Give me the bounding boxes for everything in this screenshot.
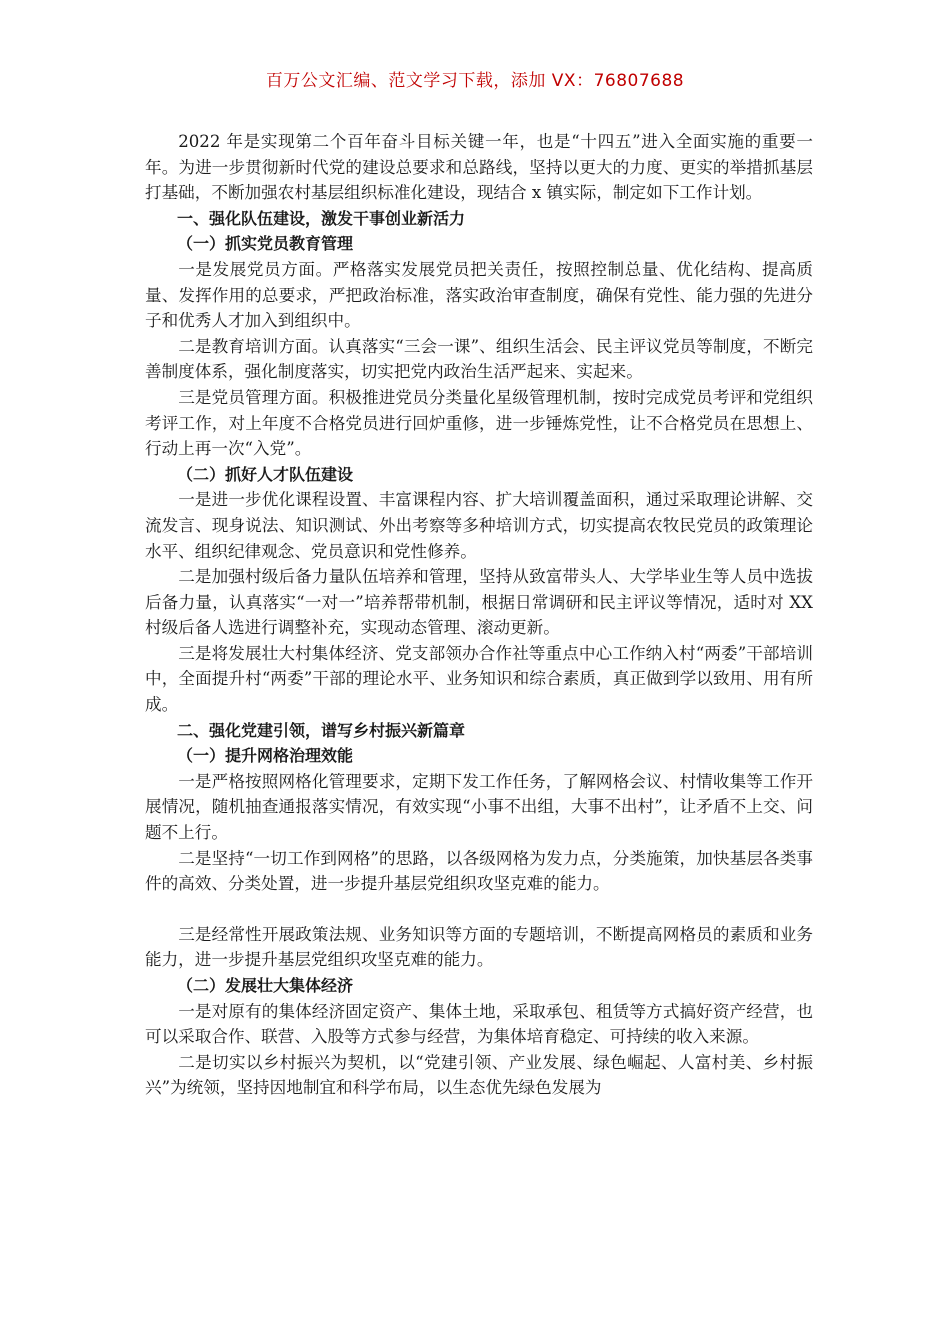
- paragraph: 二是加强村级后备力量队伍培养和管理，坚持从致富带头人、大学毕业生等人员中选拔后备力量，认真落实“一对一”培养帮带机制，根据日常调研和民主评议等情况，适时对 XX 村级后备人选进行调整补充，实现动态管理、滚动更新。: [145, 567, 813, 638]
- subsection-heading-1-1: （一）抓实党员教育管理: [177, 234, 354, 254]
- paragraph: 二是教育培训方面。认真落实“三会一课”、组织生活会、民主评议党员等制度，不断完善制度体系，强化制度落实，切实把党内政治生活严起来、实起来。: [145, 336, 813, 382]
- paragraph: 二是坚持“一切工作到网格”的思路，以各级网格为发力点，分类施策，加快基层各类事件的高效、分类处置，进一步提升基层党组织攻坚克难的能力。: [145, 848, 813, 894]
- paragraph: 一是对原有的集体经济固定资产、集体土地，采取承包、租赁等方式搞好资产经营，也可以采取合作、联营、入股等方式参与经营，为集体培育稳定、可持续的收入来源。: [145, 1001, 813, 1047]
- document-body: [145, 129, 813, 1101]
- paragraph: 一是进一步优化课程设置、丰富课程内容、扩大培训覆盖面积，通过采取理论讲解、交流发言、现身说法、知识测试、外出考察等多种培训方式，切实提高农牧民党员的政策理论水平、组织纪律观念、党员意识和党性修养。: [145, 490, 813, 561]
- paragraph: 二是切实以乡村振兴为契机，以“党建引领、产业发展、绿色崛起、人富村美、乡村振兴”为统领，坚持因地制宜和科学布局，以生态优先绿色发展为: [145, 1052, 813, 1098]
- paragraph: 三是经常性开展政策法规、业务知识等方面的专题培训，不断提高网格员的素质和业务能力，进一步提升基层党组织攻坚克难的能力。: [145, 924, 813, 970]
- section-heading-2: 二、强化党建引领，谱写乡村振兴新篇章: [177, 720, 466, 740]
- paragraph: 一是严格按照网格化管理要求，定期下发工作任务，了解网格会议、村情收集等工作开展情况，随机抽查通报落实情况，有效实现“小事不出组，大事不出村”，让矛盾不上交、问题不上行。: [145, 771, 813, 843]
- paragraph: 三是党员管理方面。积极推进党员分类量化星级管理机制，按时完成党员考评和党组织考评工作，对上年度不合格党员进行回炉重修，进一步锤炼党性，让不合格党员在思想上、行动上再一次“入党”。: [145, 387, 813, 459]
- paragraph: 一是发展党员方面。严格落实发展党员把关责任，按照控制总量、优化结构、提高质量、发挥作用的总要求，严把政治标准，落实政治审查制度，确保有党性、能力强的先进分子和优秀人才加入到组织中。: [145, 259, 813, 331]
- paragraph-intro: 2022 年是实现第二个百年奋斗目标关键一年，也是“十四五”进入全面实施的重要一年。为进一步贯彻新时代党的建设总要求和总路线，坚持以更大的力度、更实的举措抓基层打基础，不断加强农村基层组织标准化建设，现结合 x 镇实际，制定如下工作计划。: [145, 132, 813, 203]
- watermark-header: 百万公文汇编、范文学习下载，添加 VX：76807688: [265, 71, 685, 91]
- subsection-heading-2-1: （一）提升网格治理效能: [177, 746, 354, 766]
- paragraph: 三是将发展壮大村集体经济、党支部领办合作社等重点中心工作纳入村“两委”干部培训中，全面提升村“两委”干部的理论水平、业务知识和综合素质，真正做到学以致用、用有所成。: [145, 643, 813, 715]
- subsection-heading-1-2: （二）抓好人才队伍建设: [177, 464, 354, 484]
- subsection-heading-2-2: （二）发展壮大集体经济: [177, 976, 354, 995]
- section-heading-1: 一、强化队伍建设，激发干事创业新活力: [177, 208, 466, 228]
